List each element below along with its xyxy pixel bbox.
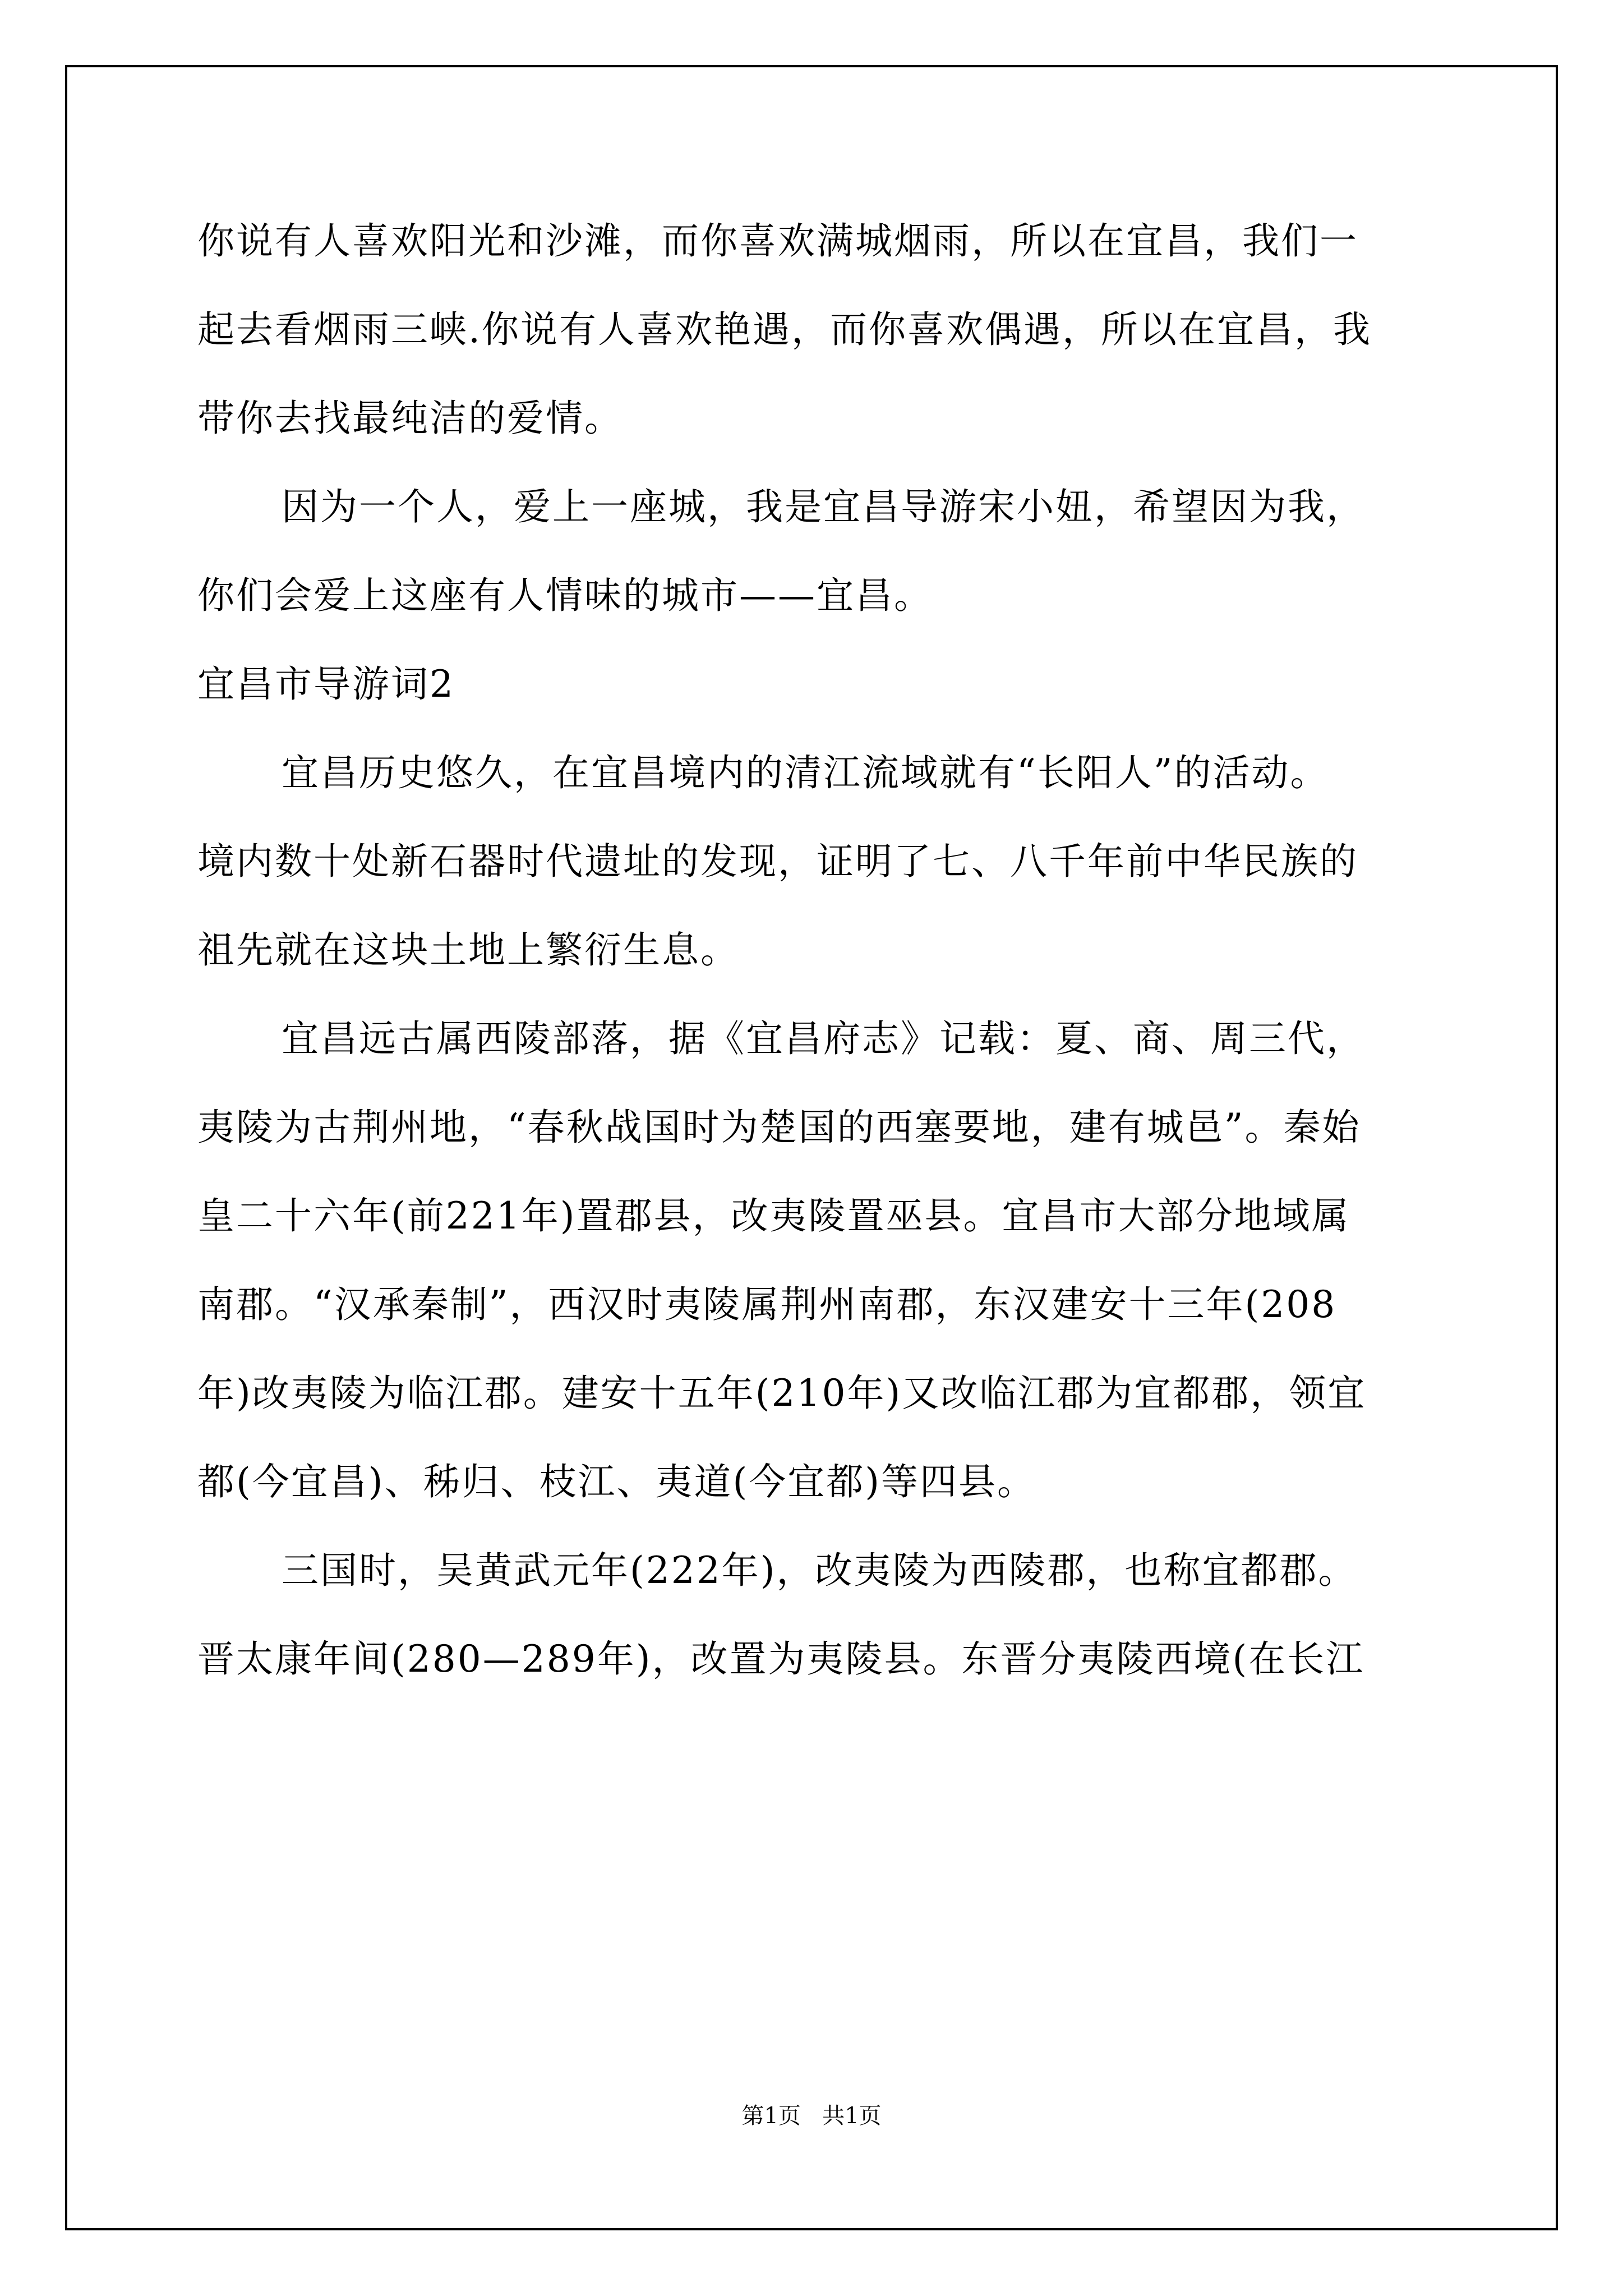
paragraph-line: 宜昌远古属西陵部落，据《宜昌府志》记载：夏、商、周三代，	[282, 1017, 1365, 1060]
paragraph-line: 都(今宜昌)、秭归、枝江、夷道(今宜都)等四县。	[197, 1460, 1036, 1503]
paragraph-line: 你说有人喜欢阳光和沙滩，而你喜欢满城烟雨，所以在宜昌，我们一	[197, 219, 1358, 263]
paragraph-line: 皇二十六年(前221年)置郡县，改夷陵置巫县。宜昌市大部分地域属	[197, 1194, 1350, 1237]
document-body	[197, 208, 1431, 1714]
paragraph-line: 带你去找最纯洁的爱情。	[197, 397, 623, 440]
paragraph-line: 南郡。“汉承秦制”，西汉时夷陵属荆州南郡，东汉建安十三年(208	[197, 1283, 1337, 1326]
paragraph-line: 宜昌历史悠久，在宜昌境内的清江流域就有“长阳人”的活动。	[282, 751, 1329, 794]
paragraph-line: 三国时，吴黄武元年(222年)，改夷陵为西陵郡，也称宜都郡。	[282, 1549, 1357, 1592]
paragraph-line: 你们会爱上这座有人情味的城市——宜昌。	[197, 574, 933, 617]
page-total: 共1页	[822, 2103, 882, 2129]
section-heading: 宜昌市导游词2	[197, 662, 455, 706]
page-number: 第1页	[741, 2103, 801, 2129]
paragraph-line: 晋太康年间(280—289年)，改置为夷陵县。东晋分夷陵西境(在长江	[197, 1637, 1365, 1681]
paragraph-line: 祖先就在这块土地上繁衍生息。	[197, 928, 739, 972]
paragraph-line: 境内数十处新石器时代遗址的发现，证明了七、八千年前中华民族的	[197, 840, 1358, 883]
page-footer	[0, 2098, 1623, 2130]
paragraph-line: 年)改夷陵为临江郡。建安十五年(210年)又改临江郡为宜都郡，领宜	[197, 1372, 1367, 1415]
paragraph-line: 因为一个人，爱上一座城，我是宜昌导游宋小妞，希望因为我，	[282, 485, 1365, 528]
paragraph-line: 夷陵为古荆州地，“春秋战国时为楚国的西塞要地，建有城邑”。秦始	[197, 1106, 1361, 1149]
paragraph-line: 起去看烟雨三峡.你说有人喜欢艳遇，而你喜欢偶遇，所以在宜昌，我	[197, 308, 1372, 351]
